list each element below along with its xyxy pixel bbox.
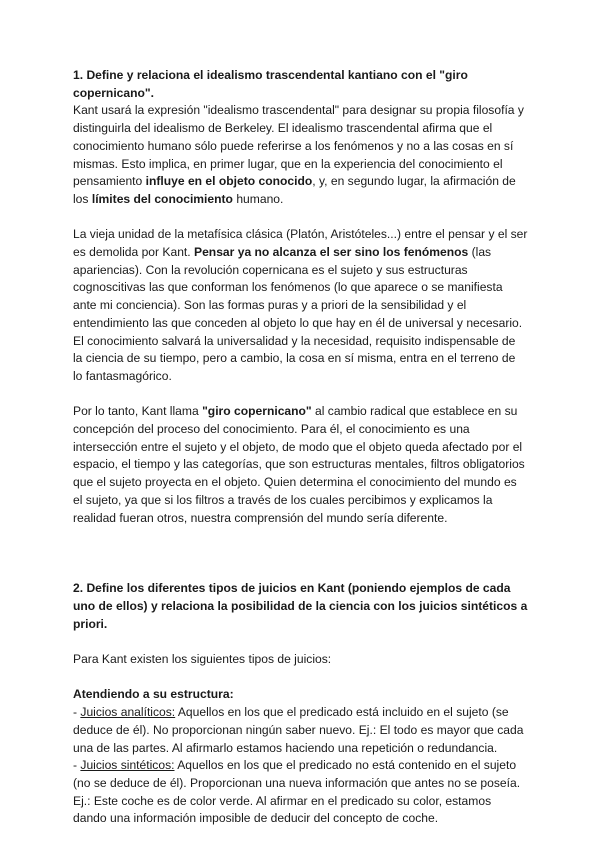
bold-phrase: influye en el objeto conocido <box>145 174 313 189</box>
bold-phrase: Pensar ya no alcanza el ser sino los fenómenos <box>194 245 469 260</box>
bold-phrase: límites del conocimiento <box>91 191 233 206</box>
list-dash: - <box>73 705 81 720</box>
paragraph-text: , y, en segundo lugar, la afirmación de los <box>73 174 516 206</box>
list-dash: - <box>73 758 81 773</box>
list-item-synthetic-judgments <box>73 757 528 828</box>
paragraph-text: La vieja unidad de la metafísica clásica (Platón, Aristóteles...) entre el pensar y el ser es demolida por Kant. <box>73 227 528 260</box>
paragraph-text: humano. <box>232 191 284 206</box>
question-1-title: 1. Define y relaciona el idealismo trascendental kantiano con el "giro copernicano". <box>73 68 468 100</box>
section-1-paragraph-2 <box>73 226 528 385</box>
paragraph-text: Por lo tanto, Kant llama <box>73 404 203 419</box>
bold-phrase: "giro copernicano" <box>202 404 312 419</box>
list-item-text: Aquellos en los que el predicado no está contenido en el sujeto (no se deduce de él). Proporcionan una nueva información que antes no se poseía. Ej.: Este coche es de color verde. Al afirmar en el predicado su color, estamos dando una información imposible de deducir del concepto de coche. <box>73 758 521 826</box>
question-2-title: 2. Define los diferentes tipos de juicios en Kant (poniendo ejemplos de cada uno de ellos) y relaciona la posibilidad de la ciencia con los juicios sintéticos a priori. <box>73 581 528 631</box>
paragraph-text: Kant usará la expresión "idealismo trascendental" para designar su propia filosofía y distinguirla del idealismo de Berkeley. El idealismo trascendental afirma que el conocimiento humano sólo puede referirse a los fenómenos y no a las cosas en sí mismas. Esto implica, en primer lugar, que en la experiencia del conocimiento el pensamiento <box>73 103 524 189</box>
section-1-paragraph-3 <box>73 403 528 527</box>
term-analytic-judgments: Juicios analíticos: <box>80 705 176 720</box>
list-item-analytic-judgments <box>73 704 528 757</box>
term-synthetic-judgments: Juicios sintéticos: <box>80 758 175 773</box>
section-2-intro: Para Kant existen los siguientes tipos de juicios: <box>73 652 332 667</box>
paragraph-text: (las apariencias). Con la revolución copernicana es el sujeto y sus estructuras cognoscitivas las que conforman los fenómenos (lo que aparece o se manifiesta ante mi conciencia). Son las formas puras y a priori de la sensibilidad y el entendimiento las que conceden al objeto lo que hay en él de universal y necesario. El conocimiento salvará la universalidad y la necesidad, requisito indispensable de la ciencia de su tiempo, pero a cambio, la cosa en sí misma, entra en el terreno de lo fantasmagórico. <box>73 245 523 383</box>
paragraph-text: al cambio radical que establece en su concepción del proceso del conocimiento. Para él, el conocimiento es una intersección entre el sujeto y el objeto, de modo que el objeto queda afectado por el espacio, el tiempo y las categorías, que son estructuras mentales, filtros obligatorios que el sujeto proyecta en el objeto. Quien determina el conocimiento del mundo es el sujeto, ya que si los filtros a través de los cuales percibimos y explicamos la realidad fueran otros, nuestra comprensión del mundo sería diferente. <box>73 404 525 525</box>
list-item-text: Aquellos en los que el predicado está incluido en el sujeto (se deduce de él). No proporcionan ningún saber nuevo. Ej.: El todo es mayor que cada una de las partes. Al afirmarlo estamos haciendo una repetición o redundancia. <box>73 705 524 755</box>
structure-subheading: Atendiendo a su estructura: <box>73 687 234 702</box>
section-1-paragraph-1 <box>73 102 528 208</box>
